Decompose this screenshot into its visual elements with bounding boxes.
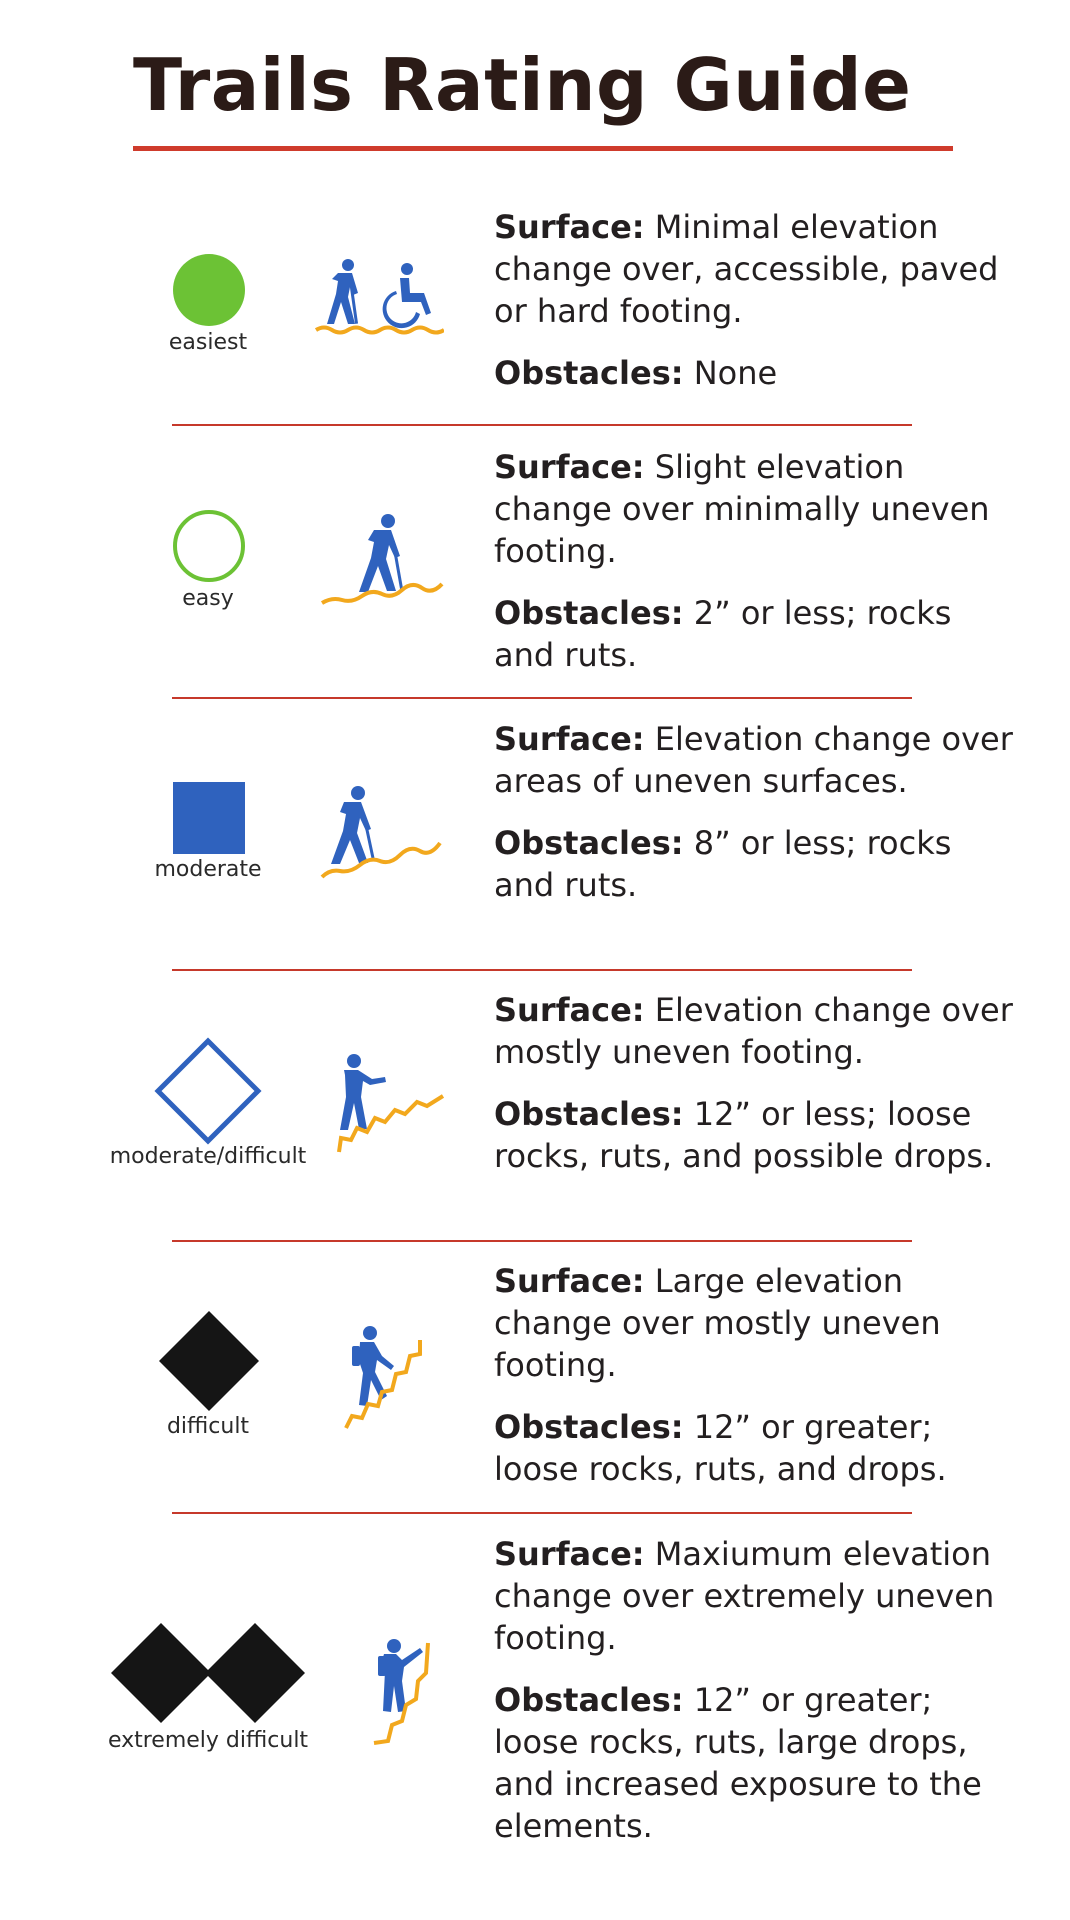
- obstacles-text: Obstacles: 12” or less; loose rocks, ruts, and possible drops.: [494, 1095, 994, 1175]
- obstacles-text: Obstacles: None: [494, 354, 778, 392]
- rating-description: [494, 989, 1014, 1177]
- rating-description: [494, 1260, 1014, 1490]
- rating-label: moderate/difficult: [109, 1144, 307, 1169]
- hiker-and-wheelchair-icon: [314, 258, 444, 338]
- obstacles-text: Obstacles: 2” or less; rocks and ruts.: [494, 594, 952, 674]
- blue-square-icon: [173, 782, 245, 854]
- blue-diamond-outline-icon: [153, 1036, 263, 1146]
- rating-description: [494, 206, 1014, 394]
- row-divider: [172, 697, 912, 699]
- green-circle-outline-icon: [171, 508, 247, 584]
- obstacles-text: Obstacles: 8” or less; rocks and ruts.: [494, 824, 952, 904]
- row-divider: [172, 1512, 912, 1514]
- row-divider: [172, 424, 912, 426]
- rating-label: moderate: [154, 857, 262, 882]
- black-diamond-icon: [158, 1310, 260, 1412]
- row-divider: [172, 969, 912, 971]
- green-circle-icon: [172, 253, 246, 327]
- row-divider: [172, 1240, 912, 1242]
- surface-text: Surface: Elevation change over mostly uneven footing.: [494, 991, 1013, 1071]
- rating-description: [494, 1533, 1014, 1847]
- hiker-slope-icon: [320, 782, 445, 882]
- rating-description: [494, 446, 1014, 676]
- title-underline: [133, 146, 953, 151]
- obstacles-text: Obstacles: 12” or greater; loose rocks, ruts, large drops, and increased exposure to the elements.: [494, 1681, 982, 1845]
- double-black-diamond-icon: [110, 1622, 306, 1724]
- rating-label: easy: [182, 586, 234, 611]
- surface-text: Surface: Elevation change over areas of uneven surfaces.: [494, 720, 1013, 800]
- hiker-gentle-slope-icon: [320, 510, 445, 610]
- climber-icon: [370, 1632, 440, 1747]
- rating-label: easiest: [168, 330, 248, 355]
- page-title: Trails Rating Guide: [133, 43, 912, 127]
- hiker-steep-climb-icon: [342, 1322, 442, 1432]
- surface-text: Surface: Maxiumum elevation change over extremely uneven footing.: [494, 1535, 995, 1657]
- rating-description: [494, 718, 1014, 906]
- surface-text: Surface: Minimal elevation change over, accessible, paved or hard footing.: [494, 208, 999, 330]
- rating-label: extremely difficult: [107, 1728, 309, 1753]
- hiker-zigzag-icon: [336, 1052, 456, 1156]
- rating-label: difficult: [166, 1414, 250, 1439]
- obstacles-text: Obstacles: 12” or greater; loose rocks, ruts, and drops.: [494, 1408, 947, 1488]
- surface-text: Surface: Large elevation change over mostly uneven footing.: [494, 1262, 941, 1384]
- surface-text: Surface: Slight elevation change over minimally uneven footing.: [494, 448, 990, 570]
